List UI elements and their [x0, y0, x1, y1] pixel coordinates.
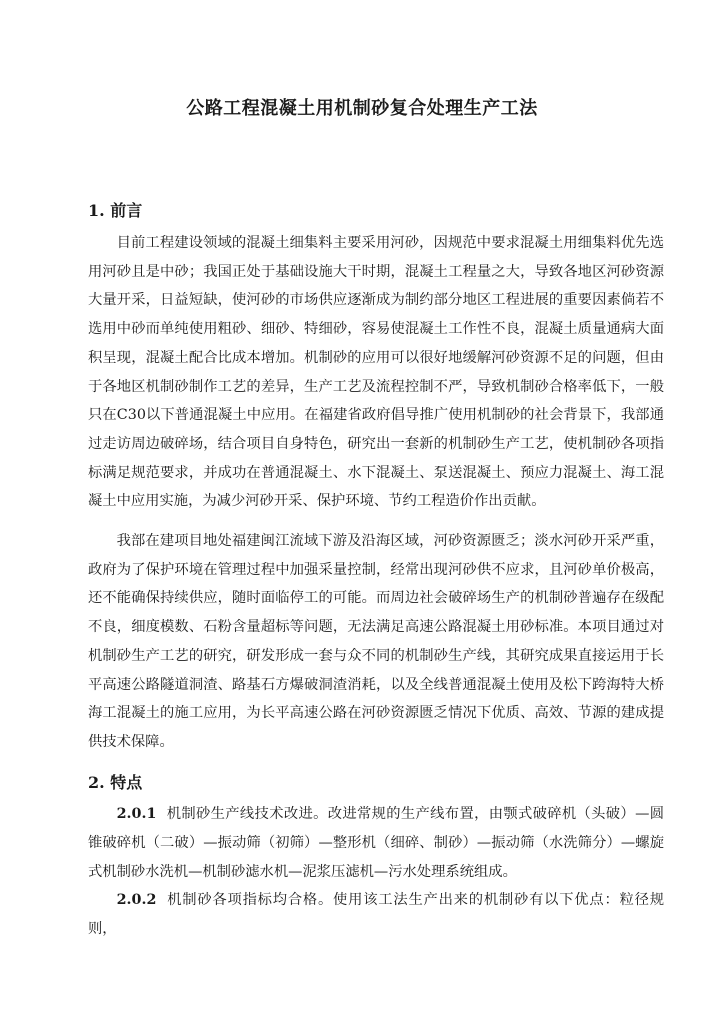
paragraph: 我部在建项目地处福建闽江流域下游及沿海区域，河砂资源匮乏；淡水河砂开采严重，政府为了保护环境在管理过程中加强采量控制，经常出现河砂供不应求，且河砂单价极高，还不能确保持续供应，随时面临停工的可能。而周边社会破碎场生产的机制砂普遍存在级配不良，细度模数、石粉含量超标等问题，无法满足高速公路混凝土用砂标准。本项目通过对机制砂生产工艺的研究，研发形成一套与众不同的机制砂生产线，其研究成果直接运用于长平高速公路隧道洞渣、路基石方爆破洞渣消耗，以及全线普通混凝土使用及松下跨海特大桥海工混凝土的施工应用，为长平高速公路在河砂资源匮乏情况下优质、高效、节源的建成提供技术保障。	[88, 533, 664, 750]
numbered-item	[88, 886, 664, 944]
document-title: 公路工程混凝土用机制砂复合处理生产工法	[186, 98, 538, 119]
item-text: 机制砂各项指标均合格。使用该工法生产出来的机制砂有以下优点：粒径规则，	[88, 892, 664, 937]
section-heading-features: 2. 特点	[88, 773, 143, 792]
item-number: 2.0.2	[116, 892, 157, 908]
section-heading-preface: 1. 前言	[88, 201, 143, 220]
item-number: 2.0.1	[116, 806, 157, 822]
numbered-item	[88, 800, 664, 887]
item-text: 机制砂生产线技术改进。改进常规的生产线布置，由颚式破碎机（头破）—圆锥破碎机（二破）—振动筛（初筛）—整形机（细碎、制砂）—振动筛（水洗筛分）—螺旋式机制砂水洗机—机制砂滤水机—泥浆压滤机—污水处理系统组成。	[88, 806, 664, 880]
paragraph: 目前工程建设领域的混凝土细集料主要采用河砂，因规范中要求混凝土用细集料优先选用河砂且是中砂；我国正处于基础设施大干时期，混凝土工程量之大，导致各地区河砂资源大量开采，日益短缺，使河砂的市场供应逐渐成为制约部分地区工程进展的重要因素倘若不选用中砂而单纯使用粗砂、细砂、特细砂，容易使混凝土工作性不良，混凝土质量通病大面积呈现，混凝土配合比成本增加。机制砂的应用可以很好地缓解河砂资源不足的问题，但由于各地区机制砂制作工艺的差异，生产工艺及流程控制不严，导致机制砂合格率低下，一般只在C30以下普通混凝土中应用。在福建省政府倡导推广使用机制砂的社会背景下，我部通过走访周边破碎场，结合项目自身特色，研究出一套新的机制砂生产工艺，使机制砂各项指标满足规范要求，并成功在普通混凝土、水下混凝土、泵送混凝土、预应力混凝土、海工混凝土中应用实施，为减少河砂开采、保护环境、节约工程造价作出贡献。	[88, 235, 664, 510]
